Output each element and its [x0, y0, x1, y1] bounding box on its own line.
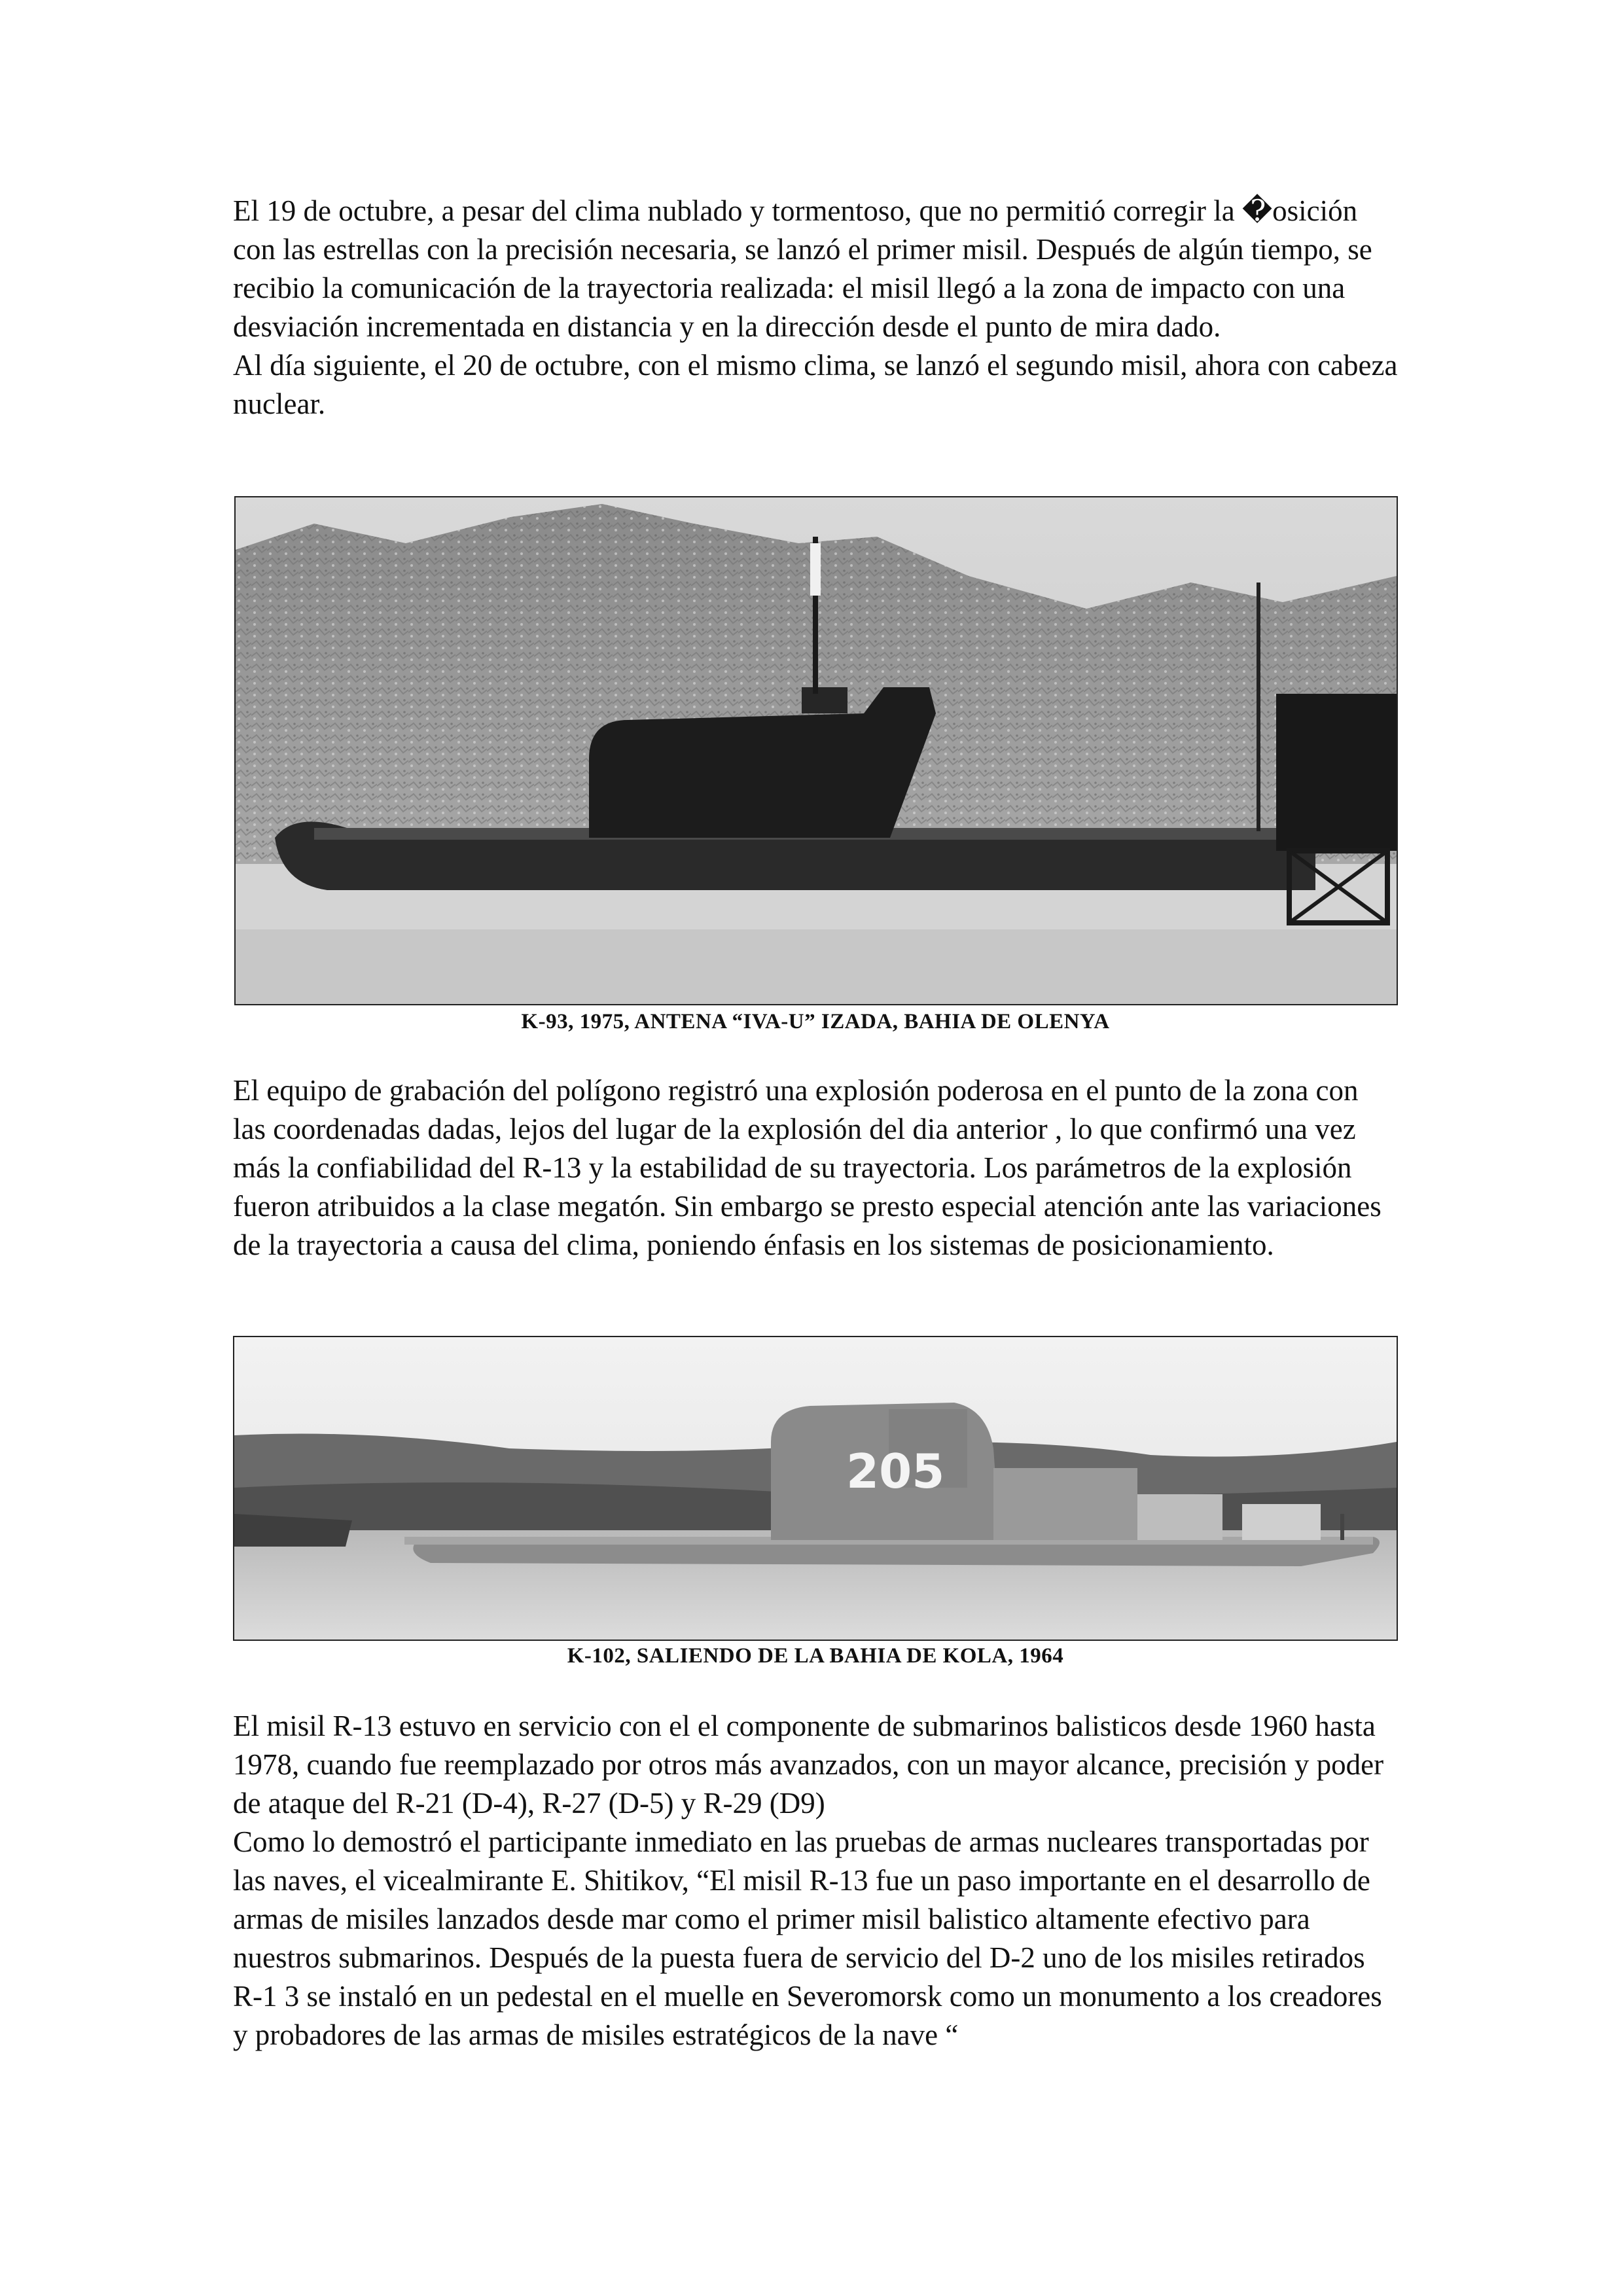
photo-caption-2: K-102, SALIENDO DE LA BAHIA DE KOLA, 1964 [567, 1644, 1064, 1668]
paragraph-block-1 [233, 192, 1398, 423]
photo-caption-1: K-93, 1975, ANTENA “IVA-U” IZADA, BAHIA DE OLENYA [521, 1010, 1110, 1033]
paragraph-text: Al día siguiente, el 20 de octubre, con el mismo clima, se lanzó el segundo misil, ahora con cabeza nuclear. [233, 349, 1398, 420]
paragraph-block-2 [233, 1071, 1398, 1265]
paragraph-text: El misil R-13 estuvo en servicio con el el componente de submarinos balisticos desde 1960 hasta 1978, cuando fue reemplazado por otros más avanzados, con un mayor alcance, precisión y poder de ataque del R-21 (D-4), R-27 (D-5) y R-29 (D9) [233, 1710, 1384, 1820]
hull-number: 205 [846, 1444, 945, 1499]
paragraph-block-3 [233, 1707, 1398, 2054]
paragraph-text: El 19 de octubre, a pesar del clima nublado y tormentoso, que no permitió corregir la �osición con las estrellas con la precisión necesaria, se lanzó el primer misil. Después de algún tiempo, se recibio la comunicación de la trayectoria realizada: el misil llegó a la zona de impacto con una desviación incrementada en distancia y en la dirección desde el punto de mira dado. [233, 194, 1372, 343]
submarine-k102-photo [233, 1336, 1398, 1641]
paragraph-text: Como lo demostró el participante inmediato en las pruebas de armas nucleares transportadas por las naves, el vicealmirante E. Shitikov, “El misil R-13 fue un paso importante en el desarrollo de armas de misiles lanzados desde mar como el primer misil balistico altamente efectivo para nuestros submarinos. Después de la puesta fuera de servicio del D-2 uno de los misiles retirados R-1 3 se instaló en un pedestal en el muelle en Severomorsk como un monumento a los creadores y probadores de las armas de misiles estratégicos de la nave “ [233, 1825, 1382, 2051]
submarine-k93-photo [234, 496, 1398, 1005]
paragraph-text: El equipo de grabación del polígono registró una explosión poderosa en el punto de la zona con las coordenadas dadas, lejos del lugar de la explosión del dia anterior , lo que confirmó una vez más la confiabilidad del R-13 y la estabilidad de su trayectoria. Los parámetros de la explosión fueron atribuidos a la clase megatón. Sin embargo se presto especial atención ante las variaciones de la trayectoria a causa del clima, poniendo énfasis en los sistemas de posicionamiento. [233, 1074, 1382, 1261]
